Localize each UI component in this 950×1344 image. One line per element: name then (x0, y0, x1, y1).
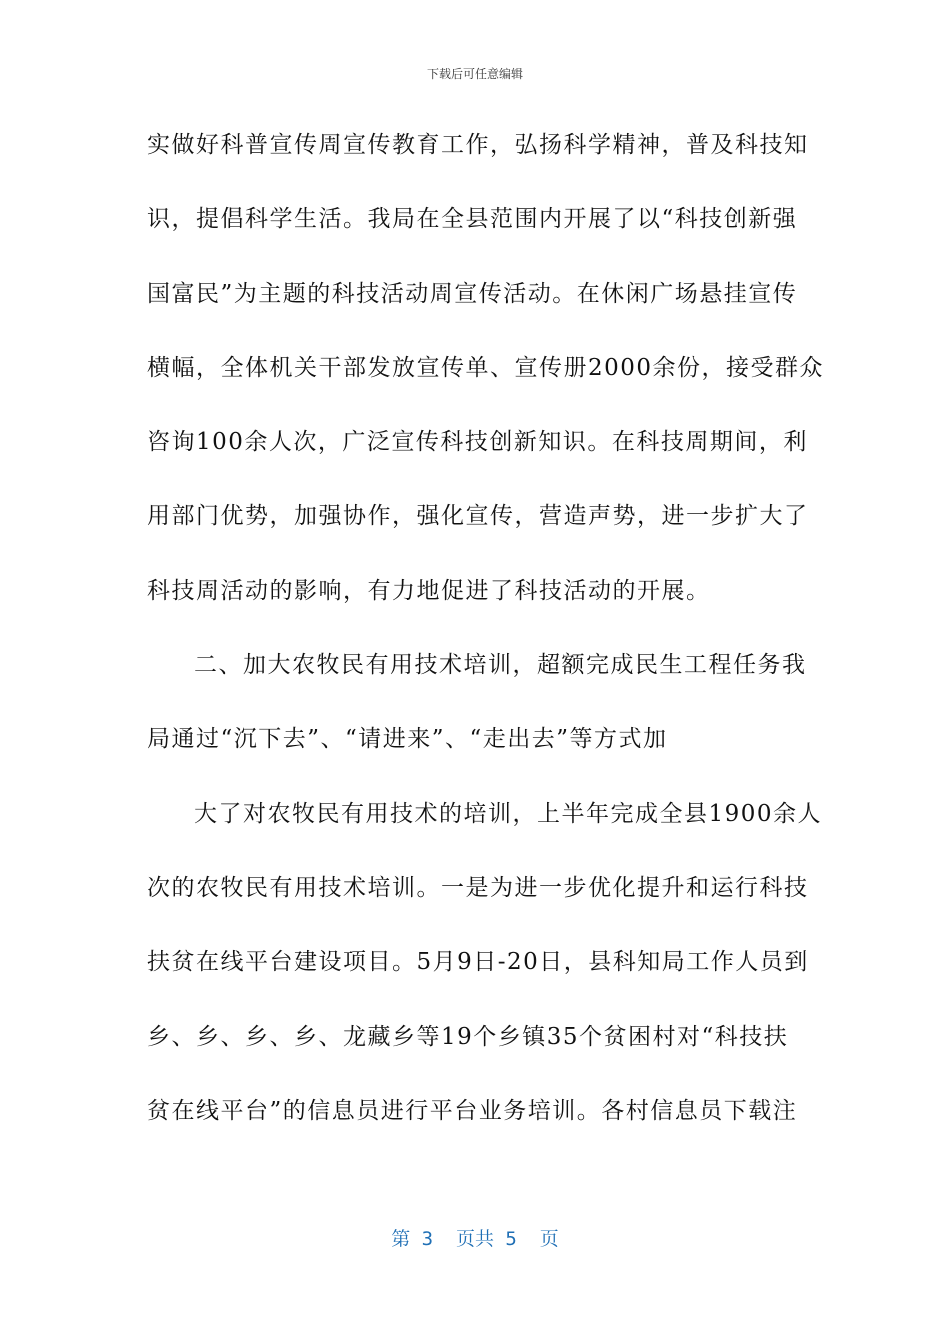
paragraph-line: 实做好科普宣传周宣传教育工作，弘扬科学精神，普及科技知 (147, 132, 809, 158)
paragraph-line: 局通过“沉下去”、“请进来”、“走出去”等方式加 (147, 726, 668, 752)
paragraph-line: 扶贫在线平台建设项目。5月9日-20日，县科知局工作人员到 (147, 949, 809, 975)
paragraph-line: 大了对农牧民有用技术的培训，上半年完成全县1900余人 (194, 801, 823, 827)
paragraph-line: 横幅，全体机关干部发放宣传单、宣传册2000余份，接受群众 (147, 355, 825, 381)
paragraph-line: 次的农牧民有用技术培训。一是为进一步优化提升和运行科技 (147, 875, 809, 901)
paragraph-line: 乡、乡、乡、乡、龙藏乡等19个乡镇35个贫困村对“科技扶 (147, 1024, 789, 1050)
paragraph-line: 二、加大农牧民有用技术培训，超额完成民生工程任务我 (194, 652, 807, 678)
page-header: 下载后可任意编辑 (426, 67, 523, 81)
page-number-footer: 第 3 页共 5 页 (391, 1228, 559, 1250)
paragraph-line: 用部门优势，加强协作，强化宣传，营造声势，进一步扩大了 (147, 503, 809, 529)
paragraph-line: 科技周活动的影响，有力地促进了科技活动的开展。 (147, 578, 711, 604)
paragraph-line: 贫在线平台”的信息员进行平台业务培训。各村信息员下载注 (147, 1098, 798, 1124)
paragraph-line: 识，提倡科学生活。我局在全县范围内开展了以“科技创新强 (147, 206, 798, 232)
paragraph-line: 国富民”为主题的科技活动周宣传活动。在休闲广场悬挂宣传 (147, 281, 798, 307)
paragraph-line: 咨询100余人次，广泛宣传科技创新知识。在科技周期间，利 (147, 429, 808, 455)
